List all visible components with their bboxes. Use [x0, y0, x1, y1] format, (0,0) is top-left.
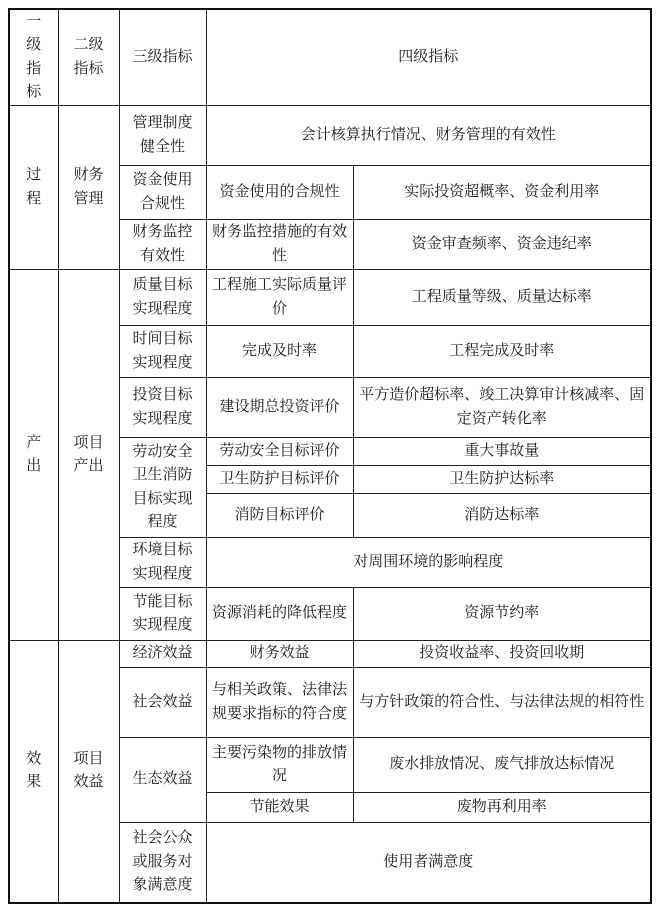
- cell-level4b: 投资收益率、投资回收期: [353, 641, 651, 668]
- header-cell-level1: 一级指标: [9, 9, 58, 106]
- table-row: [9, 106, 651, 166]
- cell-level3: 资金使用合规性: [119, 166, 206, 220]
- cell-level4b: 平方造价超标率、竣工决算审计核减率、固定资产转化率: [353, 378, 651, 438]
- cell-level4b: 工程质量等级、质量达标率: [353, 270, 651, 326]
- header-cell-level4: 四级指标: [206, 9, 651, 106]
- cell-level4b: 废物再利用率: [353, 793, 651, 823]
- cell-level4-merged: 使用者满意度: [206, 823, 651, 903]
- header-cell-level2: 二级指标: [58, 9, 119, 106]
- cell-level4b: 工程完成及时率: [353, 326, 651, 378]
- cell-level3-ecology-merged: 生态效益: [119, 738, 206, 823]
- cell-level4a: 节能效果: [206, 793, 353, 823]
- cell-level4b: 重大事故量: [353, 438, 651, 466]
- cell-level2-project-benefit: 项目效益: [58, 641, 119, 903]
- cell-level3: 环境目标实现程度: [119, 538, 206, 588]
- cell-level4a: 工程施工实际质量评价: [206, 270, 353, 326]
- cell-level4b: 废水排放情况、废气排放达标情况: [353, 738, 651, 793]
- cell-level2-finance-management: 财务管理: [58, 106, 119, 270]
- cell-level4a: 财务效益: [206, 641, 353, 668]
- cell-level4a: 消防目标评价: [206, 494, 353, 538]
- cell-level3: 社会效益: [119, 668, 206, 738]
- cell-level3: 管理制度健全性: [119, 106, 206, 166]
- cell-level4a: 财务监控措施的有效性: [206, 220, 353, 270]
- cell-level4b: 消防达标率: [353, 494, 651, 538]
- cell-level3: 社会公众或服务对象满意度: [119, 823, 206, 903]
- cell-level4b: 资源节约率: [353, 588, 651, 641]
- cell-level3: 投资目标实现程度: [119, 378, 206, 438]
- cell-level4b: 与方针政策的符合性、与法律法规的相符性: [353, 668, 651, 738]
- cell-level3-safety-merged: 劳动安全卫生消防目标实现程度: [119, 438, 206, 538]
- cell-level4a: 劳动安全目标评价: [206, 438, 353, 466]
- header-cell-level3: 三级指标: [119, 9, 206, 106]
- cell-level4a: 主要污染物的排放情况: [206, 738, 353, 793]
- cell-level4b: 卫生防护达标率: [353, 466, 651, 494]
- cell-level4a: 卫生防护目标评价: [206, 466, 353, 494]
- cell-level4a: 资金使用的合规性: [206, 166, 353, 220]
- cell-level4b: 资金审查频率、资金违纪率: [353, 220, 651, 270]
- cell-level1-output: 产出: [9, 270, 58, 641]
- cell-level4-merged: 会计核算执行情况、财务管理的有效性: [206, 106, 651, 166]
- table-row: [9, 270, 651, 326]
- cell-level3: 经济效益: [119, 641, 206, 668]
- cell-level3: 节能目标实现程度: [119, 588, 206, 641]
- cell-level4a: 完成及时率: [206, 326, 353, 378]
- cell-level4a: 与相关政策、法律法规要求指标的符合度: [206, 668, 353, 738]
- cell-level4-merged: 对周围环境的影响程度: [206, 538, 651, 588]
- cell-level2-project-output: 项目产出: [58, 270, 119, 641]
- cell-level3: 财务监控有效性: [119, 220, 206, 270]
- indicator-table: [8, 8, 652, 904]
- cell-level1-process: 过程: [9, 106, 58, 270]
- table-row: [9, 641, 651, 668]
- cell-level4a: 建设期总投资评价: [206, 378, 353, 438]
- cell-level3: 时间目标实现程度: [119, 326, 206, 378]
- cell-level4b: 实际投资超概率、资金利用率: [353, 166, 651, 220]
- cell-level3: 质量目标实现程度: [119, 270, 206, 326]
- cell-level1-effect: 效果: [9, 641, 58, 903]
- cell-level4a: 资源消耗的降低程度: [206, 588, 353, 641]
- header-row: [9, 9, 651, 106]
